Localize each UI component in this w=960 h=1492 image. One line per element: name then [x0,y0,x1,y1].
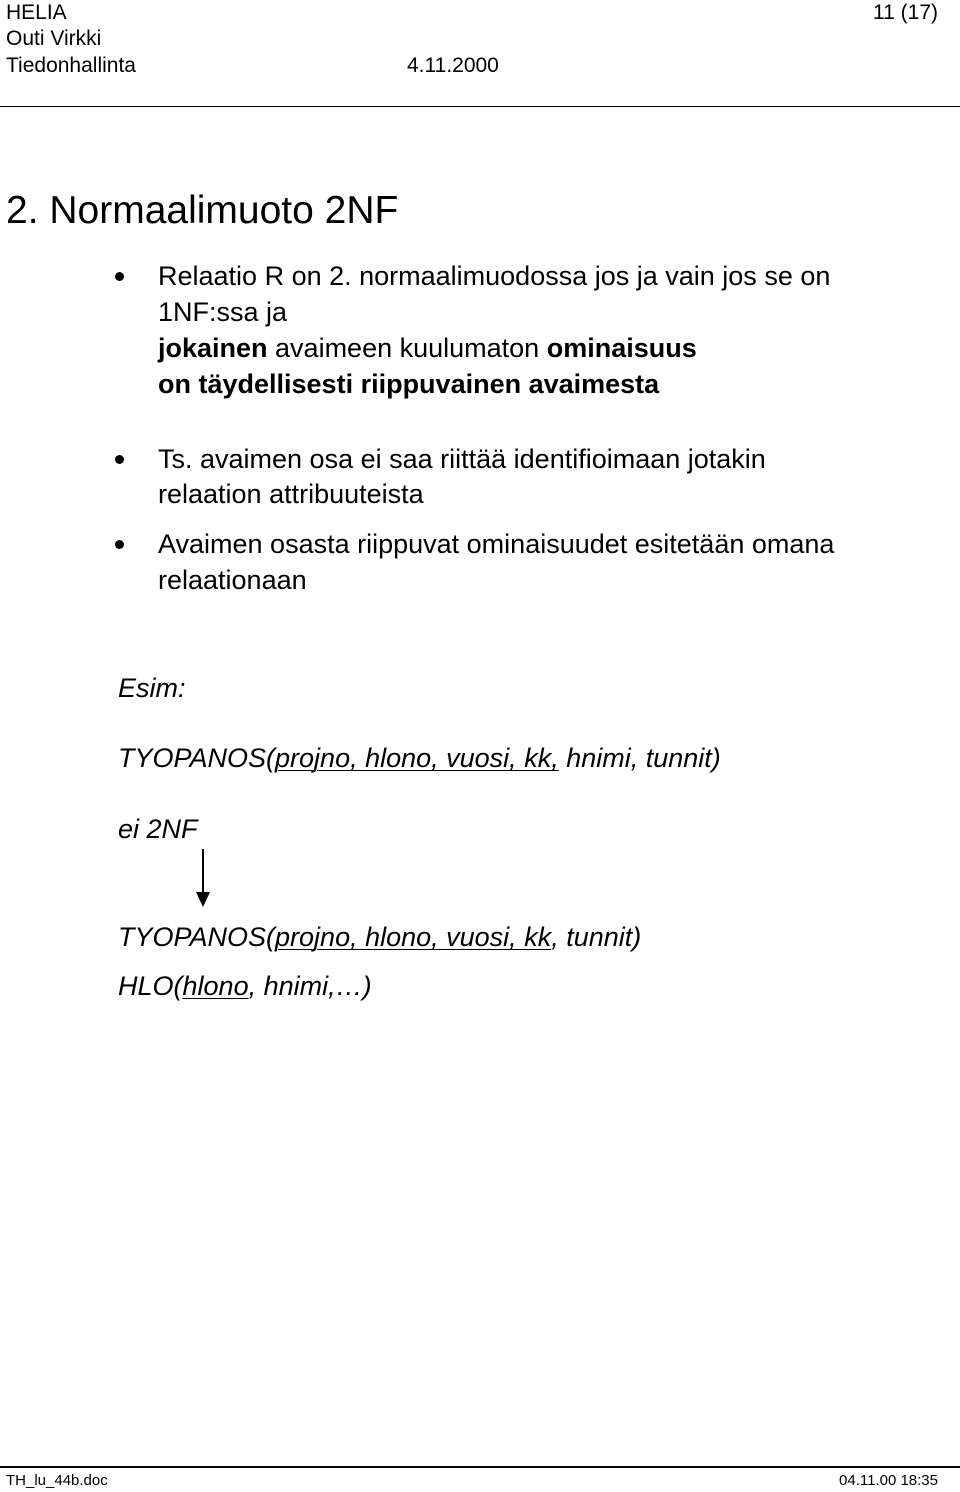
bullet-1-line-2: 1NF:ssa ja [158,297,288,327]
header-author: Outi Virkki [6,27,102,50]
bullet-3-line-2: relaationaan [158,565,307,595]
header-course: Tiedonhallinta [6,54,136,77]
bullet-1-line-3 [158,331,697,366]
header-date: 4.11.2000 [407,54,499,77]
relation-attributes: , tunnit) [551,922,642,952]
example-label: Esim: [118,673,186,703]
footer-rule [0,1466,960,1468]
bullet-dot [115,540,124,549]
bullet-3-line-1: Avaimen osasta riippuvat ominaisuudet esitetään omana [158,529,835,559]
relation-name: TYOPANOS( [118,743,276,773]
footer-filename: TH_lu_44b.doc [6,1472,108,1489]
header-rule [0,106,960,107]
not-2nf-label: ei 2NF [118,814,198,844]
bold-term-jokainen: jokainen [158,333,268,363]
relation-tyopanos-2nf [118,920,641,954]
bold-term-ominaisuus: ominaisuus [546,333,697,363]
header-page-number: 11 (17) [873,1,938,24]
relation-name: HLO( [118,971,183,1001]
bullet-1-line-3-text: avaimeen kuulumaton [267,333,547,363]
relation-hlo [118,969,372,1003]
bullet-2-line-1: Ts. avaimen osa ei saa riittää identifioimaan jotakin [158,444,766,474]
header-org: HELIA [6,1,67,24]
bullet-2-line-2: relaation attribuuteista [158,479,424,509]
relation-attributes: hnimi, tunnit) [558,743,721,773]
footer-timestamp: 04.11.00 18:35 [839,1472,938,1489]
bullet-dot [115,455,124,464]
primary-key: hlono [182,971,249,1001]
bullet-dot [115,272,124,281]
relation-name: TYOPANOS( [118,922,276,952]
primary-key: projno, hlono, vuosi, kk, [275,743,559,773]
bullet-1-line-4: on täydellisesti riippuvainen avaimesta [158,369,660,399]
primary-key: projno, hlono, vuosi, kk [275,922,552,952]
arrow-down-icon [193,849,213,909]
relation-tyopanos-original [118,741,721,775]
bullet-1-line-1: Relaatio R on 2. normaalimuodossa jos ja vain jos se on [158,261,831,291]
relation-attributes: , hnimi,…) [248,971,372,1001]
section-heading: 2. Normaalimuoto 2NF [6,189,399,232]
